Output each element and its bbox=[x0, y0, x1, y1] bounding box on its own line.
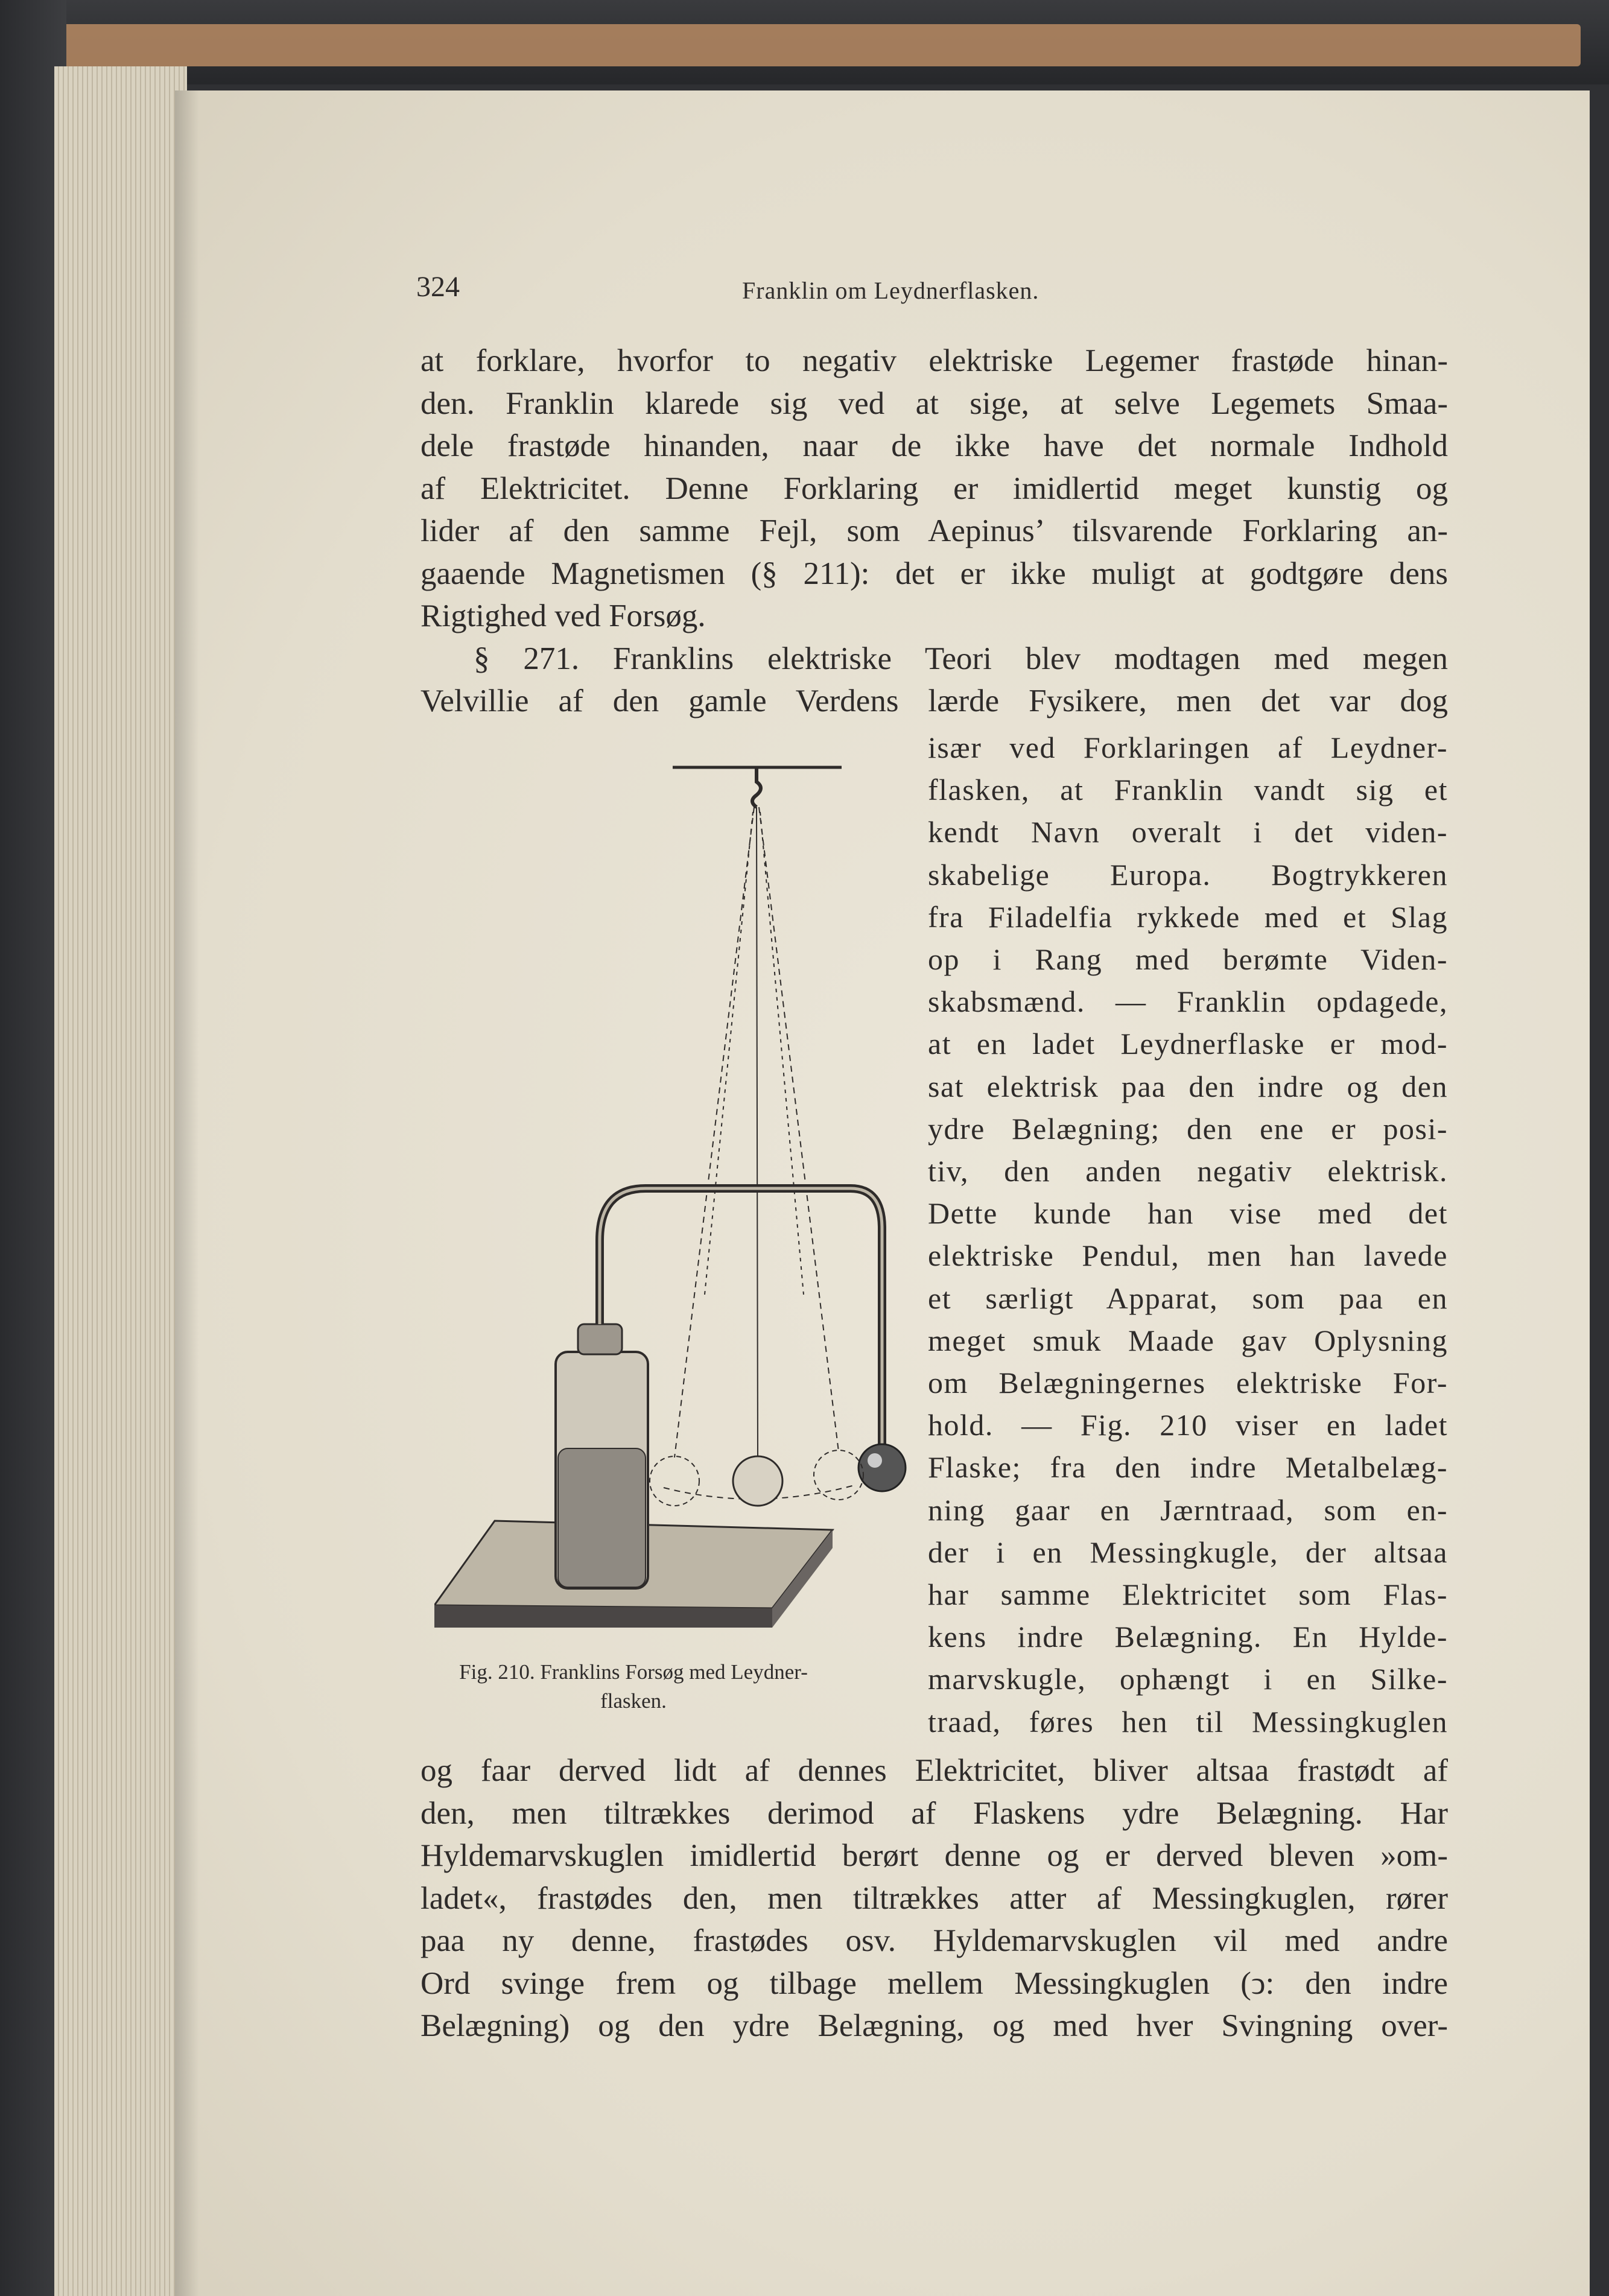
running-title: Franklin om Leydnerflasken. bbox=[742, 277, 1039, 304]
base-edge bbox=[434, 1605, 772, 1628]
text-line: sat elektrisk paa den indre og den bbox=[928, 1069, 1448, 1103]
text-line: Belægning) og den ydre Belægning, og med hver Svingning over- bbox=[420, 2008, 1448, 2043]
text-line: den, men tiltrækkes derimod af Flaskens ydre Belægning. Har bbox=[420, 1795, 1448, 1831]
text-line: Velvillie af den gamle Verdens lærde Fysikere, men det var dog bbox=[420, 683, 1448, 718]
jar-outer-coating bbox=[558, 1448, 646, 1587]
silk-thread bbox=[757, 807, 758, 1457]
text-line: har samme Elektricitet som Flas- bbox=[928, 1578, 1448, 1611]
text-line: meget smuk Maade gav Oplysning bbox=[928, 1323, 1448, 1357]
text-line: § 271. Franklins elektriske Teori blev modtagen med megen bbox=[474, 641, 1448, 676]
caption-line-1: Fig. 210. Franklins Forsøg med Leydner- bbox=[459, 1660, 808, 1684]
text-line: at forklare, hvorfor to negativ elektriske Legemer frastøde hinan- bbox=[420, 343, 1448, 378]
text-line: gaaende Magnetismen (§ 211): det er ikke muligt at godtgøre dens bbox=[420, 556, 1448, 591]
text-line: Rigtighed ved Forsøg. bbox=[420, 598, 706, 633]
text-line: at en ladet Leydnerflaske er mod- bbox=[928, 1027, 1448, 1061]
text-line: om Belægningernes elektriske For- bbox=[928, 1366, 1448, 1400]
figure-leyden-jar-pendulum bbox=[434, 764, 915, 1628]
text-line: traad, føres hen til Messingkuglen bbox=[928, 1704, 1448, 1739]
text-line: kendt Navn overalt i det viden- bbox=[928, 815, 1448, 849]
text-line: et særligt Apparat, som paa en bbox=[928, 1281, 1448, 1315]
page-number: 324 bbox=[416, 271, 460, 303]
caption-line-2: flasken. bbox=[600, 1689, 667, 1713]
leyden-jar-illustration bbox=[434, 764, 915, 1628]
text-line: af Elektricitet. Denne Forklaring er imidlertid meget kunstig og bbox=[420, 471, 1448, 506]
book-cover-edge bbox=[12, 24, 1581, 66]
text-line: Hyldemarvskuglen imidlertid berørt denne og er derved bleven »om- bbox=[420, 1838, 1448, 1873]
pith-ball bbox=[733, 1456, 782, 1506]
text-line: ning gaar en Jærntraad, som en- bbox=[928, 1492, 1448, 1527]
text-line: lider af den samme Fejl, som Aepinus’ tilsvarende Forklaring an- bbox=[420, 513, 1448, 548]
thread-right-dashed bbox=[759, 807, 839, 1451]
brass-ball bbox=[858, 1444, 906, 1491]
text-line: kens indre Belægning. En Hylde- bbox=[928, 1620, 1448, 1654]
text-line: tiv, den anden negativ elektrisk. bbox=[928, 1154, 1448, 1188]
text-line: skabelige Europa. Bogtrykkeren bbox=[928, 857, 1448, 892]
hook-icon bbox=[752, 769, 761, 807]
text-line: elektriske Pendul, men han lavede bbox=[928, 1238, 1448, 1273]
text-line: den. Franklin klarede sig ved at sige, at selve Legemets Smaa- bbox=[420, 385, 1448, 421]
text-line: op i Rang med berømte Viden- bbox=[928, 942, 1448, 976]
text-line: især ved Forklaringen af Leydner- bbox=[928, 731, 1448, 764]
pith-ball-right-position bbox=[814, 1450, 863, 1500]
text-line: skabsmænd. — Franklin opdagede, bbox=[928, 985, 1448, 1019]
pith-ball-left-position bbox=[650, 1456, 699, 1506]
page-edges bbox=[54, 66, 187, 2296]
thread-left-dashed bbox=[674, 807, 754, 1457]
text-line: der i en Messingkugle, der altsaa bbox=[928, 1535, 1448, 1569]
text-line: hold. — Fig. 210 viser en ladet bbox=[928, 1408, 1448, 1442]
text-line: Dette kunde han vise med det bbox=[928, 1196, 1448, 1231]
text-line: paa ny denne, frastødes osv. Hyldemarvskuglen vil med andre bbox=[420, 1923, 1448, 1958]
text-line: ydre Belægning; den ene er posi- bbox=[928, 1111, 1448, 1146]
text-line: Ord svinge frem og tilbage mellem Messingkuglen (ↄ: den indre bbox=[420, 1965, 1448, 2001]
text-line: og faar derved lidt af dennes Elektricitet, bliver altsaa frastødt af bbox=[420, 1753, 1448, 1788]
figure-caption bbox=[422, 1658, 845, 1716]
text-line: flasken, at Franklin vandt sig et bbox=[928, 773, 1448, 807]
text-line: dele frastøde hinanden, naar de ikke have det normale Indhold bbox=[420, 428, 1448, 463]
text-line: fra Filadelfia rykkede med et Slag bbox=[928, 899, 1448, 934]
jar-stopper bbox=[578, 1324, 622, 1354]
page-gutter-shadow bbox=[175, 90, 199, 2296]
text-line: marvskugle, ophængt i en Silke- bbox=[928, 1662, 1448, 1696]
text-line: ladet«, frastødes den, men tiltrækkes atter af Messingkuglen, rører bbox=[420, 1880, 1448, 1916]
text-line: Flaske; fra den indre Metalbelæg- bbox=[928, 1450, 1448, 1485]
